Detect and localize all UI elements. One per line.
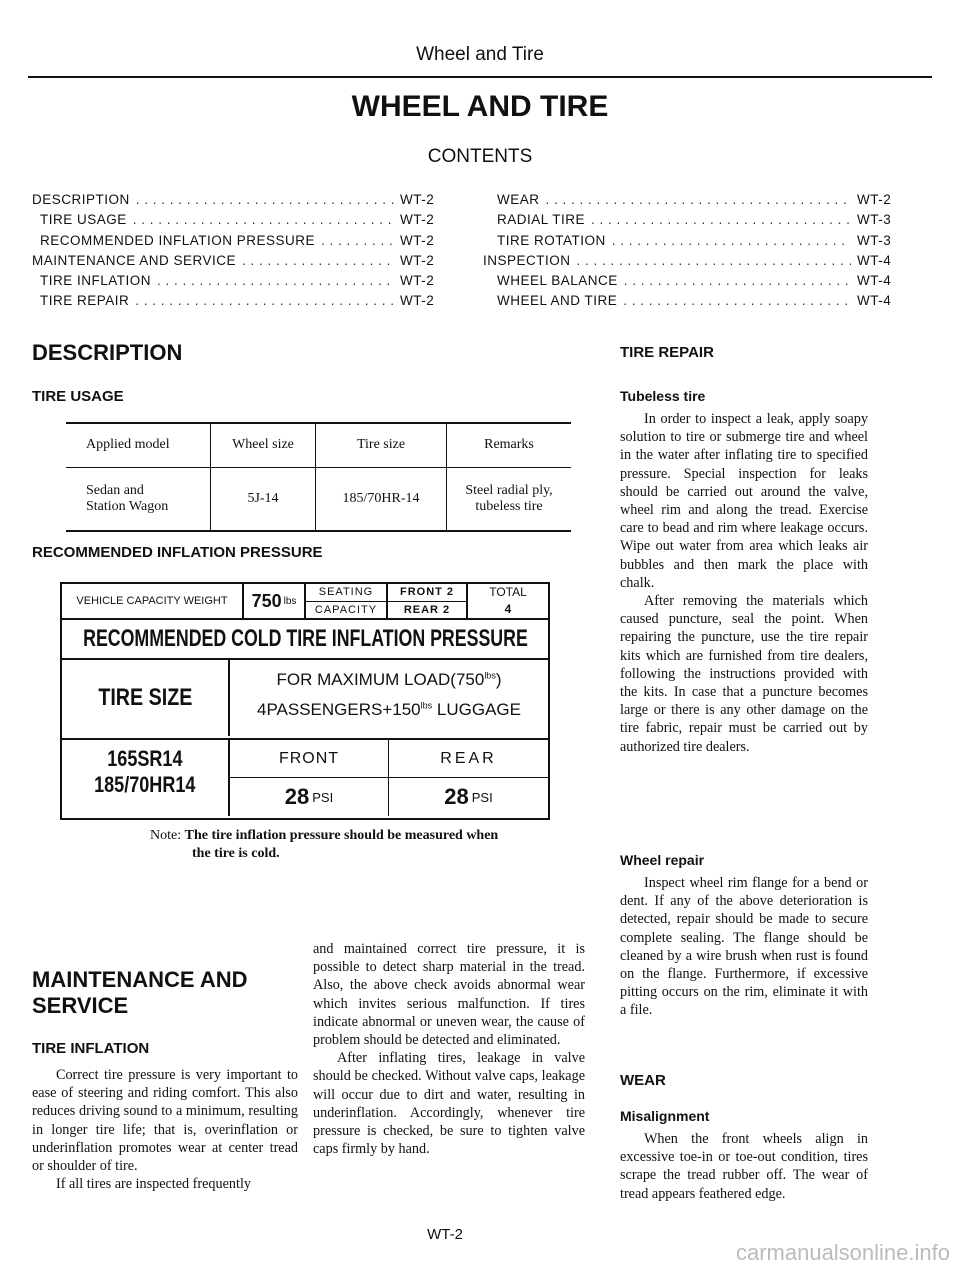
toc-item[interactable]: INSPECTION . . . WT-4 [483,253,899,268]
tire-inflation-heading: TIRE INFLATION [32,1040,150,1057]
toc-item[interactable]: TIRE INFLATION . . . WT-2 [40,273,442,288]
tubeless-heading: Tubeless tire [620,388,706,404]
toc-item[interactable]: WEAR . . . WT-2 [497,192,899,207]
header-rule [28,76,932,78]
tire-usage-heading: TIRE USAGE [32,388,124,405]
toc-item[interactable]: TIRE USAGE . . . WT-2 [40,212,442,227]
toc-item[interactable]: RECOMMENDED INFLATION PRESSURE . . . WT-2 [40,233,442,248]
running-header: Wheel and Tire [416,44,544,65]
wheel-repair-text: Inspect wheel rim flange for a bend or dent. If any of the above deterioration is detected, repair should be made to secure complete sealing. The flange should be cleaned by a wire brush when rust is found on the flange. Furthermore, if excessive pitting occurs on the rim, eliminate it with a file. [620,875,868,1019]
pressure-row [60,740,550,820]
toc-item[interactable]: TIRE ROTATION . . . WT-3 [497,233,899,248]
capacity-value: 750 lbs [244,584,306,618]
toc-item[interactable]: TIRE REPAIR . . . WT-2 [40,293,442,308]
col-remarks: Remarks [447,423,572,467]
tubeless-text: In order to inspect a leak, apply soapy solution to tire or submerge tire and wheel in the water after inflating tire to specified pressure. Special inspection for leaks should be carried out around the valve, wheel rim and along the tread. Exercise care to bead and rim where leakage occurs. Wipe out water from area which leaks air bubbles and then mark the place with chalk. After removing the materials which caused puncture, seal the point. When repairing the puncture, use the tire repair kits which are furnished from tire dealers, following the instructions provided with the kits. In case that a puncture becomes large or there is any other damage on the tire fabric, repair must be carried out by authorized tire dealers. [620,411,868,755]
rear-pressure: 28 PSI [444,784,493,809]
wheel-repair-heading: Wheel repair [620,852,705,868]
seating-capacity-label: SEATING CAPACITY [306,584,388,618]
total-seats: TOTAL 4 [489,585,527,616]
wear-heading: WEAR [620,1072,666,1089]
middle-column-text: and maintained correct tire pressure, it is possible to detect sharp material in the tread. Also, the above check avoids abnormal wear which invites serious malfunction. If tires indicate abnormal or uneven wear, the cause of problem should be detected and eliminated. After inflating tires, leakage in valve should be checked. Without valve caps, leakage will occur due to dirt and water, resulting in underinflation. Accordingly, whenever tire pressure is checked, be sure to tighten valve caps firmly by hand. [313,941,585,1158]
rear-label: REAR [389,740,548,778]
placard-title: RECOMMENDED COLD TIRE INFLATION PRESSURE [82,625,528,652]
misalignment-heading: Misalignment [620,1108,710,1124]
maintenance-heading: MAINTENANCE AND SERVICE [32,967,248,1018]
tire-size-label: TIRE SIZE [97,684,193,711]
tire-size-2: 185/70HR14 [94,772,196,797]
tire-inflation-text: Correct tire pressure is very important to ease of steering and riding comfort. This also reduces driving sound to a minimum, resulting in longer tire life; that is, overinflation or underinflation promotes wear at center tread or shoulder of tire. If all tires are inspected frequently [32,1067,298,1193]
toc-item[interactable]: RADIAL TIRE . . . WT-3 [497,212,899,227]
col-tire-size: Tire size [316,423,447,467]
tire-usage-table [66,422,571,532]
load-row [60,660,550,740]
capacity-row [60,582,550,620]
tire-repair-heading: TIRE REPAIR [620,344,714,361]
misalignment-text: When the front wheels align in excessive toe-in or toe-out condition, tires scrape the tread rubber off. The wear of tread appears feathered edge. [620,1131,868,1202]
toc-item[interactable]: WHEEL AND TIRE . . . WT-4 [497,293,899,308]
page-number: WT-2 [427,1226,463,1243]
toc-item[interactable]: MAINTENANCE AND SERVICE . . . WT-2 [32,253,442,268]
table-row: Sedan and Station Wagon 5J-14 185/70HR-14 Steel radial ply, tubeless tire [66,467,571,531]
col-applied-model: Applied model [66,423,211,467]
col-wheel-size: Wheel size [211,423,316,467]
tire-size-1: 165SR14 [107,746,183,771]
watermark: carmanualsonline.info [735,1240,950,1265]
inflation-note: Note: The tire inflation pressure should be measured when the tire is cold. [150,828,499,861]
vehicle-capacity-label: VEHICLE CAPACITY WEIGHT [62,584,244,618]
toc-item[interactable]: WHEEL BALANCE . . . WT-4 [497,273,899,288]
seat-distribution: FRONT 2 REAR 2 [388,584,468,618]
inflation-heading: RECOMMENDED INFLATION PRESSURE [32,544,323,561]
description-heading: DESCRIPTION [32,340,183,365]
placard-title-row [60,620,550,660]
page-title: WHEEL AND TIRE [351,90,609,123]
front-label: FRONT [230,740,389,778]
front-pressure: 28 PSI [230,778,389,816]
max-load-info: FOR MAXIMUM $LOAD(750^{lbs})$ $4PASSENGERS+150^{lbs}$ LUGGAGE [257,670,521,719]
contents-title: CONTENTS [427,146,533,167]
toc-item[interactable]: DESCRIPTION . . . WT-2 [32,192,442,207]
